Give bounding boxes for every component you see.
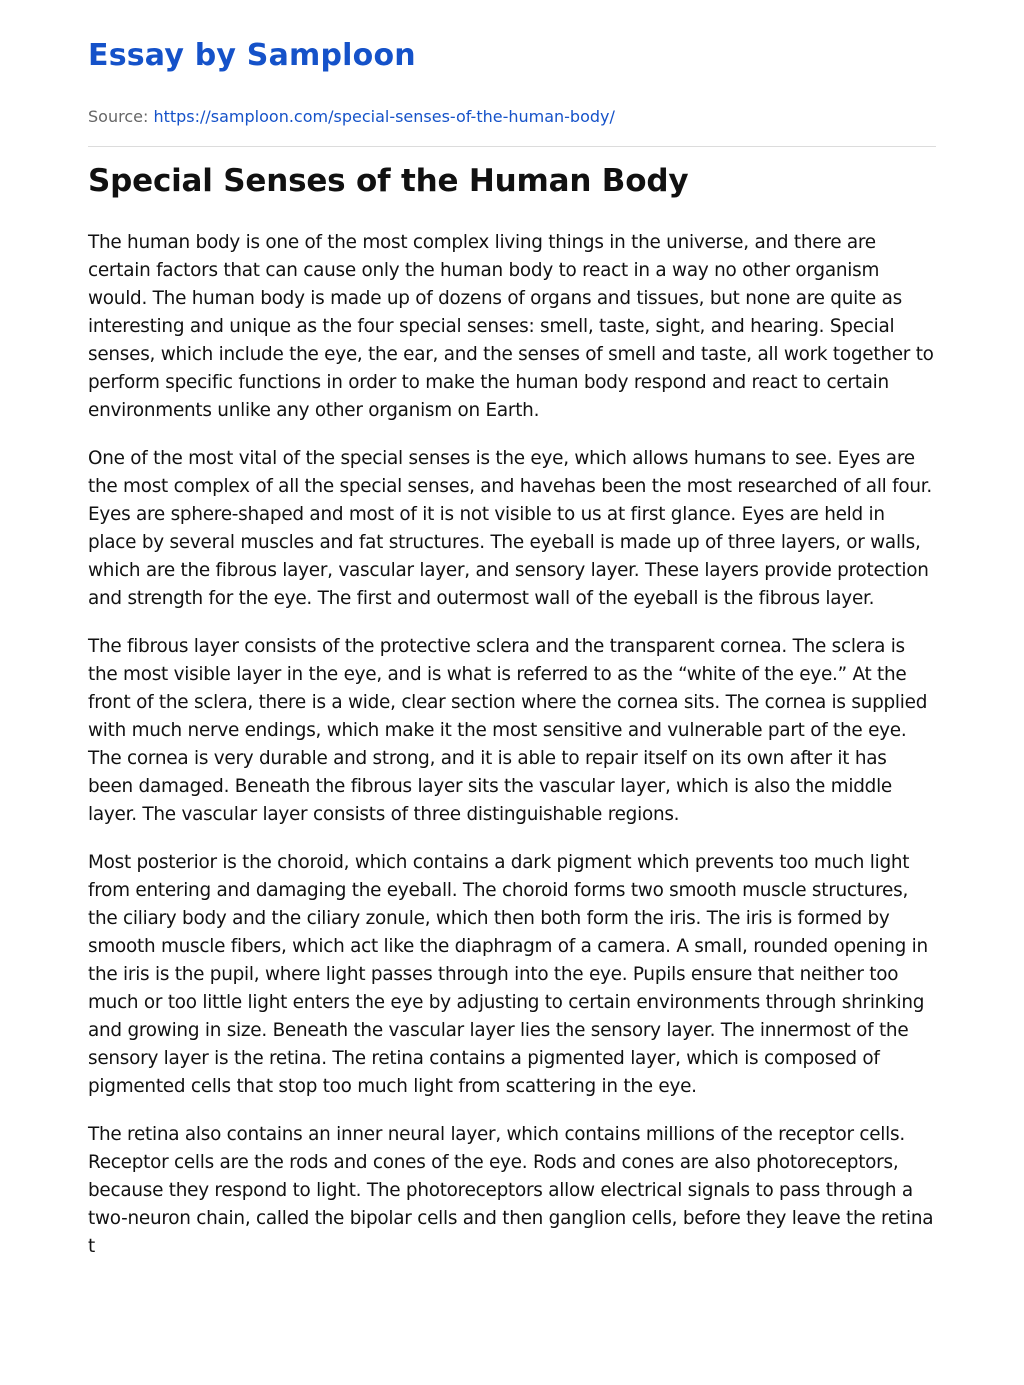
- source-link[interactable]: https://samploon.com/special-senses-of-the-human-body/: [153, 107, 615, 126]
- source-label: Source:: [88, 107, 149, 126]
- essay-paragraph: One of the most vital of the special senses is the eye, which allows humans to see. Eyes are the most complex of all the special senses, and havehas been the most researched of all four. Eyes are sphere-shaped and most of it is not visible to us at first glance. Eyes are held in place by several muscles and fat structures. The eyeball is made up of three layers, or walls, which are the fibrous layer, vascular layer, and sensory layer. These layers provide protection and strength for the eye. The first and outermost wall of the eyeball is the fibrous layer.: [88, 448, 932, 609]
- essay-body: [88, 229, 936, 1261]
- essay-paragraph: The human body is one of the most complex living things in the universe, and there are certain factors that can cause only the human body to react in a way no other organism would. The human body is made up of dozens of organs and tissues, but none are quite as interesting and unique as the four special senses: smell, taste, sight, and hearing. Special senses, which include the eye, the ear, and the senses of smell and taste, all work together to perform specific functions in order to make the human body respond and react to certain environments unlike any other organism on Earth.: [88, 232, 934, 421]
- essay-paragraph: Most posterior is the choroid, which contains a dark pigment which prevents too much light from entering and damaging the eyeball. The choroid forms two smooth muscle structures, the ciliary body and the ciliary zonule, which then both form the iris. The iris is formed by smooth muscle fibers, which act like the diaphragm of a camera. A small, rounded opening in the iris is the pupil, where light passes through into the eye. Pupils ensure that neither too much or too little light enters the eye by adjusting to certain environments through shrinking and growing in size. Beneath the vascular layer lies the sensory layer. The innermost of the sensory layer is the retina. The retina contains a pigmented layer, which is composed of pigmented cells that stop too much light from scattering in the eye.: [88, 852, 928, 1097]
- brand-title: Essay by Samploon: [88, 38, 416, 73]
- essay-paragraph: The retina also contains an inner neural layer, which contains millions of the receptor cells. Receptor cells are the rods and cones of the eye. Rods and cones are also photoreceptors, because they respond to light. The photoreceptors allow electrical signals to pass through a two-neuron chain, called the bipolar cells and then ganglion cells, before they leave the retina t: [88, 1124, 934, 1257]
- essay-page: [88, 0, 936, 1261]
- essay-paragraph: The fibrous layer consists of the protective sclera and the transparent cornea. The sclera is the most visible layer in the eye, and is what is referred to as the “white of the eye.” At the front of the sclera, there is a wide, clear section where the cornea sits. The cornea is supplied with much nerve endings, which make it the most sensitive and vulnerable part of the eye. The cornea is very durable and strong, and it is able to repair itself on its own after it has been damaged. Beneath the fibrous layer sits the vascular layer, which is also the middle layer. The vascular layer consists of three distinguishable regions.: [88, 636, 928, 825]
- essay-title: Special Senses of the Human Body: [88, 163, 689, 199]
- source-line: [88, 106, 936, 128]
- header-divider: [88, 146, 936, 147]
